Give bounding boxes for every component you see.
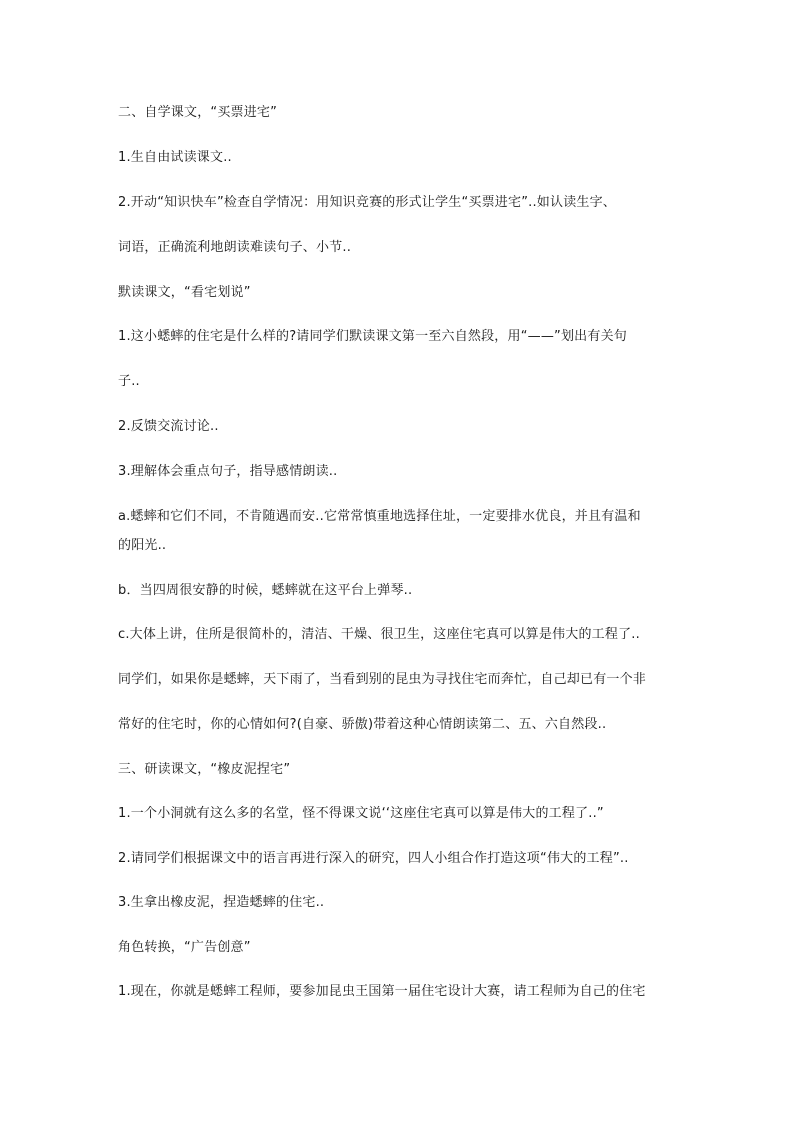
paragraph-line: 1.生自由试读课文..: [118, 150, 232, 165]
paragraph-line: 1.现在，你就是蟋蟀工程师，要参加昆虫王国第一届住宅设计大赛，请工程师为自己的住宅: [118, 984, 646, 999]
paragraph-line: 3.理解体会重点句子，指导感情朗读..: [118, 464, 338, 479]
heading-study-text: 三、研读课文，“橡皮泥捏宅”: [118, 762, 291, 777]
paragraph-line: 2.请同学们根据课文中的语言再进行深入的研究，四人小组合作打造这项“伟大的工程”..: [118, 851, 629, 866]
paragraph-line: 词语，正确流利地朗读难读句子、小节..: [118, 240, 352, 255]
paragraph-line: 常好的住宅时，你的心情如何?(自豪、骄傲)带着这种心情朗读第二、五、六自然段..: [118, 717, 607, 732]
heading-silent-reading: 默读课文，“看宅划说”: [118, 285, 251, 300]
paragraph-line: c.大体上讲，住所是很简朴的，清洁、干燥、很卫生，这座住宅真可以算是伟大的工程了..: [118, 627, 640, 642]
heading-self-study: 二、自学课文，“买票进宅”: [118, 105, 278, 120]
paragraph-line: 1.一个小洞就有这么多的名堂，怪不得课文说‘‘这座住宅真可以算是伟大的工程了..”: [118, 806, 604, 821]
paragraph-line: b．当四周很安静的时候，蟋蟀就在这平台上弹琴..: [118, 583, 413, 598]
paragraph-line: 2.反馈交流讨论..: [118, 419, 219, 434]
paragraph-line: a.蟋蟀和它们不同，不肯随遇而安..它常常慎重地选择住址，一定要排水优良，并且有温和: [118, 509, 641, 524]
paragraph-line: 3.生拿出橡皮泥，捏造蟋蟀的住宅..: [118, 895, 325, 910]
paragraph-line: 同学们，如果你是蟋蟀，天下雨了，当看到别的昆虫为寻找住宅而奔忙，自己却已有一个非: [118, 672, 647, 687]
paragraph-line: 1.这小蟋蟀的住宅是什么样的?请同学们默读课文第一至六自然段，用“——”划出有关句: [118, 329, 627, 344]
paragraph-line: 2.开动“知识快车”检查自学情况：用知识竞赛的形式让学生“买票进宅”..如认读生字、: [118, 195, 617, 210]
heading-role-switch: 角色转换，“广告创意”: [118, 940, 251, 955]
paragraph-line: 子..: [118, 374, 140, 389]
paragraph-line: 的阳光..: [118, 538, 167, 553]
